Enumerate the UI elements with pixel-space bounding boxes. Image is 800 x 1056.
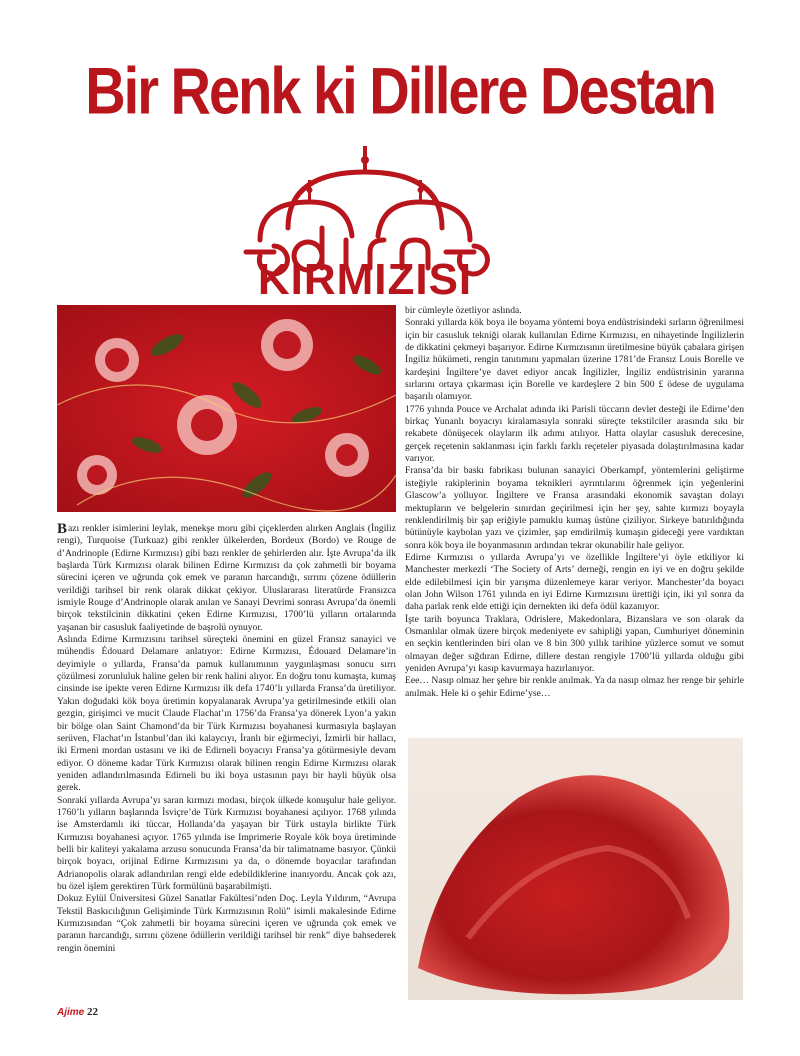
right-text-column: [405, 305, 744, 700]
paragraph: Bazı renkler isimlerini leylak, menekşe moru gibi çiçeklerden alırken Anglais (İngiliz rengi), Turquoise (Turkuaz) gibi renkler ülkelerden, Bordeux (Bordo) ve Rouge de d’Andrinople (Edirne Kırmızısı) gibi bazı renkler de şehirlerden alır. İşte Avrupa’da ilk başlarda Türk Kırmızısı olarak bilinen Edirne Kırmızısı da çok zahmetli bir boyama sürecini içeren ve uğrunda çok emek ve paranın harcandığı, sırrını çözene ödüllerin verildiği tarihsel bir renk olarak dikkat çekiyor. Uluslararası literatürde Fransızca ismiyle Rouge d’Andrinople olarak anılan ve Sanayi Devrimi sonrası Avrupa’da önemli birçok tekstilcinin dikkatini çeken Edirne Kırmızısı, 1700’lü yılların ortalarında yaşanan bir casusluk faaliyetinde de başrolü oynuyor.: [57, 521, 396, 633]
paragraph: bir cümleyle özetliyor aslında.: [405, 305, 522, 316]
paragraph: İşte tarih boyunca Traklara, Odrislere, Makedonlara, Bizanslara ve son olarak da Osmanlılar olmak üzere birçok medeniyete ev sahipliği yapan, Cumhuriyet döneminin en seçkin kentlerinden biri olan ve 8 bin 300 yıllık tarihine yüzlerce somut ve somut olmayan değer sığdıran Edirne, dillere destan rengiyle 1700’lü yıllarda olduğu gibi yeniden Avrupa’yı kasıp kavurmaya hazırlanıyor.: [405, 613, 744, 674]
paragraph: Aslında Edirne Kırmızısını tarihsel süreçteki önemini en güzel Fransız sanayici ve mühendis Édouard Delamare anlatıyor: Edirne Kırmızısı, Édouard Delamare’in deyimiyle o yıllarda, Fransa’da pamuk kullanımının yaygınlaşması sonucu sırrı çözülmesi zorunluluk haline gelen bir renk halini alıyor. En doğru tonu kumaşta, kumaş cinsinde ise ipekte veren Edirne Kırmızısı ilk defa 1740’lı yıllarda Fransa’da üretiliyor. Yakın doğudaki kök boya üretimin kopyalanarak Avrupa’ya getirilmesinde etkili olan gezgin, girişimci ve mucit Claude Flachat’ın 1756’da Fransa’ya dönerek Lyon’a yakın bir bölge olan Saint Chamond’da bir Türk Kırmızısı boyahanesi kurmasıyla başlayan serüven, Flachat’ın İstanbul’dan iki kalaycıyı, İranlı bir eğirmeciyi, İzmirli bir hallacı, iki Ermeni mordan ustasını ve iki de Edirneli boyacıyı Fransa’ya götürmesiyle devam ediyor. O döneme kadar Türk Kırmızısı olarak bilinen rengin Edirne Kırmızısı olarak yeniden adlandırılmasında Edirneli bu iki boya ustasının payı bir hayli büyük olsa gerek.: [57, 634, 396, 794]
red-pigment-powder-photo: [408, 738, 743, 1000]
paragraph: Fransa’da bir baskı fabrikası bulunan sanayici Oberkampf, yöntemlerini geliştirme isteğiyle rakiplerinin boyama teknikleri ayrıntılarını öğrenmek için yeğenlerini Glascow’a yolluyor. İngiltere ve Fransa arasındaki ekonomik savaştan dolayı mektupların ve belgelerin sınırdan geçirilmesi için her şey, sahte kırmızı boyayla renklendirilmiş bir şap eriğiyle pamuklu kumaş üstüne çiziliyor. Sirkeye batırıldığında bütünüyle kaybolan yazı ve çizimler, şap emdirilmiş kumaşın gideceği yere vardıktan sonra kök boya ile boyanmasının ardından tekrar okunabilir hale geliyor.: [405, 465, 744, 551]
drop-cap: B: [57, 521, 68, 537]
left-text-column: [57, 523, 396, 955]
paragraph: Edirne Kırmızısı o yıllarda Avrupa’yı ve özellikle İngiltere’yi öyle etkiliyor ki Manchester merkezli ‘The Society of Arts’ derneği, rengin en iyi ve en doğru şekilde elde edilebilmesi için bir yarışma düzenlemeye karar veriyor. Manchester’da boyacı olan John Wilson 1761 yılında en iyi Edirne Kırmızısını ürettiği için, iki yıl sonra da daha parlak renk elde ettiği için dernekten iki defa ödül kazanıyor.: [405, 551, 744, 613]
paragraph: Eee… Nasıp olmaz her şehre bir renkle anılmak. Ya da nasıp olmaz her renge bir şehirle anılmak. Hele ki o şehir Edirne’yse…: [405, 675, 744, 699]
paragraph: 1776 yılında Pouce ve Archalat adında iki Parisli tüccarın devlet desteği ile Edirne’den birkaç Yunanlı boyacıyı kiralamasıyla sonraki süreçte tekstilciler arasında sıkı bir rekabete dönüşecek olayların ilk adımı atılıyor. Hatta olaylar casusluk derecesine, gerçek reçetenin saklanması için farklı farklı reçeteler piyasada dolaştırılmasına kadar varıyor.: [405, 403, 744, 465]
red-floral-fabric-photo: [57, 305, 396, 512]
page-number: 22: [86, 1006, 98, 1018]
page-title: Bir Renk ki Dillere Destan: [85, 53, 715, 128]
paragraph: Dokuz Eylül Üniversitesi Güzel Sanatlar Fakültesi’nden Doç. Leyla Yıldırım, “Avrupa Tekstil Baskıcılığının Gelişiminde Türk Kırmızısının Rolü” isimli makalesinde Edirne Kırmızısından “Çok zahmetli bir boyama sürecini içeren ve uğrunda çok emek ve paranın harcandığı, sırrını çözene ödüllerin verildiği tarihsel bir renk” diye bahsederek rengin önemini: [57, 893, 396, 954]
paragraph: Sonraki yıllarda Avrupa’yı saran kırmızı modası, birçok ülkede konuşulur hale geliyor. 1760’lı yılların başlarında İsviçre’de Türk Kırmızısı boyahanesi açılıyor. 1768 yılında ise Amsterdamlı iki tüccar, Hollanda’da yaşayan bir Türk ustayla birlikte Türk Kırmızısı boyahanesi açıyor. 1765 yılında ise Imprimerie Royale kök boya üretiminde belli bir kaliteyi yakalama arzusu sonucunda Fransa’da bir talimatname basıyor. Çünkü birçok boyacı, orijinal Edirne Kırmızısını ya da, o dönemde boyacılar tarafından Adrianopolis olarak adlandırılan rengi elde edebildiklerine inanıyordu. Ancak çok azı, bu özel işlem gerektiren Türk formülünü başarabilmişti.: [57, 794, 396, 892]
page-footer: [57, 1006, 98, 1018]
logo-word-bottom: KIRMIZISI: [257, 255, 473, 304]
magazine-logo: Ajime: [57, 1007, 85, 1018]
paragraph: Sonraki yıllarda kök boya ile boyama yöntemi boya endüstrisindeki sırların öğrenilmesi için bir casusluk tekniği olarak kullanılan Edirne Kırmızısı, en nihayetinde İngilizlerin de dikkatini çekmeyi başarıyor. Edirne Kırmızısının üretilmesine büyük çabalara girişen İngiliz hükümeti, rengin tanıtımını yapmaları üzerine 1781’de Fransız Louis Borelle ve kardeşini İngiltere’ye davet ediyor ancak İngilizler, İngiliz endüstrisinin yararına sırlarını ortaya çıkarması için Borelle ve kardeşlere 2 bin 500 £ ödese de uygulama başarılı olamıyor.: [405, 317, 744, 403]
edirne-kirmizisi-logo: [230, 140, 500, 305]
